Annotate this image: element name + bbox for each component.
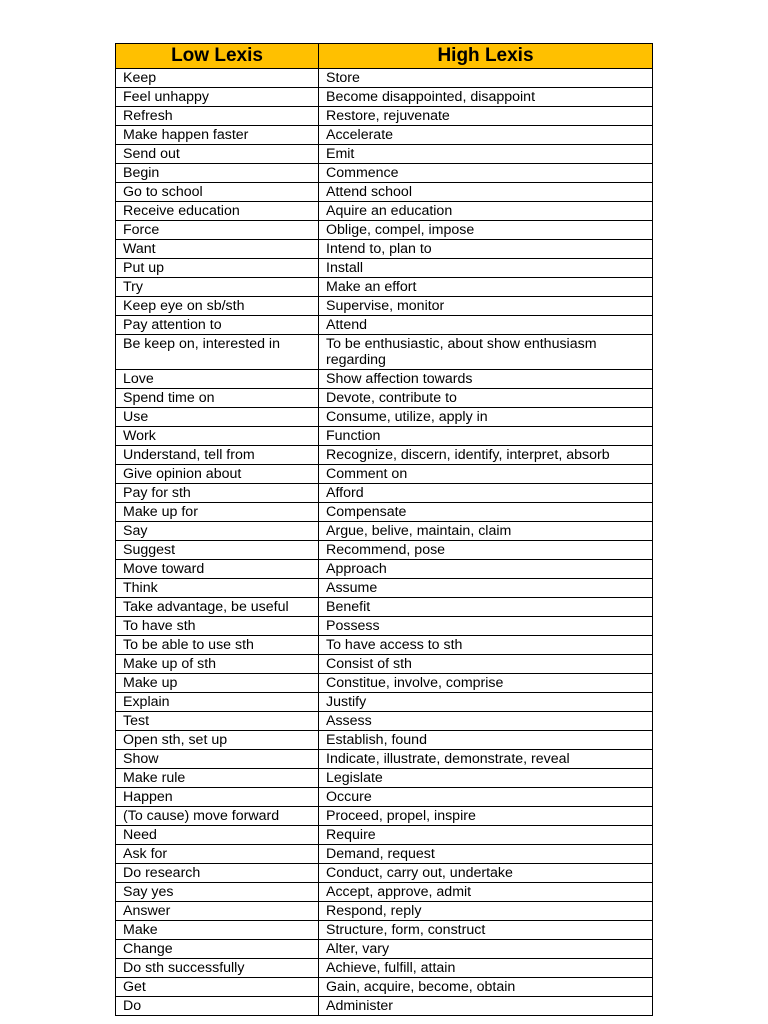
high-lexis-cell: Demand, request <box>319 845 653 864</box>
table-row <box>116 940 653 959</box>
table-row <box>116 674 653 693</box>
low-lexis-cell: Try <box>116 278 319 297</box>
low-lexis-cell: Go to school <box>116 183 319 202</box>
low-lexis-cell: Ask for <box>116 845 319 864</box>
low-lexis-cell: To be able to use sth <box>116 636 319 655</box>
table-row <box>116 541 653 560</box>
high-lexis-cell: Conduct, carry out, undertake <box>319 864 653 883</box>
table-row <box>116 826 653 845</box>
low-lexis-cell: Refresh <box>116 107 319 126</box>
header-low-lexis: Low Lexis <box>116 44 319 69</box>
table-row <box>116 864 653 883</box>
high-lexis-cell: Store <box>319 69 653 88</box>
low-lexis-cell: Spend time on <box>116 389 319 408</box>
high-lexis-cell: Accept, approve, admit <box>319 883 653 902</box>
high-lexis-cell: Assume <box>319 579 653 598</box>
low-lexis-cell: Show <box>116 750 319 769</box>
table-row <box>116 636 653 655</box>
table-row <box>116 221 653 240</box>
table-row <box>116 598 653 617</box>
low-lexis-cell: Use <box>116 408 319 427</box>
high-lexis-cell: Consume, utilize, apply in <box>319 408 653 427</box>
low-lexis-cell: Do <box>116 997 319 1016</box>
high-lexis-cell: Compensate <box>319 503 653 522</box>
table-row <box>116 446 653 465</box>
high-lexis-cell: Gain, acquire, become, obtain <box>319 978 653 997</box>
high-lexis-cell: Indicate, illustrate, demonstrate, reveal <box>319 750 653 769</box>
high-lexis-cell: Approach <box>319 560 653 579</box>
low-lexis-cell: Make up for <box>116 503 319 522</box>
header-row <box>116 44 653 69</box>
high-lexis-cell: Structure, form, construct <box>319 921 653 940</box>
table-row <box>116 484 653 503</box>
high-lexis-cell: Emit <box>319 145 653 164</box>
table-row <box>116 202 653 221</box>
high-lexis-cell: Make an effort <box>319 278 653 297</box>
low-lexis-cell: Move toward <box>116 560 319 579</box>
low-lexis-cell: Pay for sth <box>116 484 319 503</box>
low-lexis-cell: Keep eye on sb/sth <box>116 297 319 316</box>
low-lexis-cell: Begin <box>116 164 319 183</box>
high-lexis-cell: Show affection towards <box>319 370 653 389</box>
table-row <box>116 145 653 164</box>
table-row <box>116 655 653 674</box>
high-lexis-cell: Oblige, compel, impose <box>319 221 653 240</box>
high-lexis-cell: Attend school <box>319 183 653 202</box>
high-lexis-cell: Aquire an education <box>319 202 653 221</box>
table-row <box>116 316 653 335</box>
low-lexis-cell: Understand, tell from <box>116 446 319 465</box>
table-row <box>116 335 653 370</box>
table-row <box>116 997 653 1016</box>
high-lexis-cell: Recommend, pose <box>319 541 653 560</box>
low-lexis-cell: (To cause) move forward <box>116 807 319 826</box>
high-lexis-cell: Legislate <box>319 769 653 788</box>
table-row <box>116 788 653 807</box>
table-row <box>116 126 653 145</box>
table-row <box>116 807 653 826</box>
high-lexis-cell: Supervise, monitor <box>319 297 653 316</box>
low-lexis-cell: Say <box>116 522 319 541</box>
table-body <box>116 69 653 1016</box>
low-lexis-cell: Send out <box>116 145 319 164</box>
low-lexis-cell: To have sth <box>116 617 319 636</box>
header-high-lexis: High Lexis <box>319 44 653 69</box>
table-row <box>116 617 653 636</box>
table-row <box>116 259 653 278</box>
low-lexis-cell: Be keep on, interested in <box>116 335 319 370</box>
high-lexis-cell: Require <box>319 826 653 845</box>
high-lexis-cell: Afford <box>319 484 653 503</box>
table-row <box>116 560 653 579</box>
high-lexis-cell: To have access to sth <box>319 636 653 655</box>
table-header <box>116 44 653 69</box>
high-lexis-cell: Devote, contribute to <box>319 389 653 408</box>
table-row <box>116 164 653 183</box>
table-row <box>116 902 653 921</box>
low-lexis-cell: Make up of sth <box>116 655 319 674</box>
table-row <box>116 522 653 541</box>
low-lexis-cell: Do research <box>116 864 319 883</box>
high-lexis-cell: Occure <box>319 788 653 807</box>
high-lexis-cell: To be enthusiastic, about show enthusiasm regarding <box>319 335 653 370</box>
low-lexis-cell: Want <box>116 240 319 259</box>
low-lexis-cell: Test <box>116 712 319 731</box>
high-lexis-cell: Install <box>319 259 653 278</box>
table-row <box>116 183 653 202</box>
low-lexis-cell: Work <box>116 427 319 446</box>
low-lexis-cell: Change <box>116 940 319 959</box>
table-row <box>116 408 653 427</box>
table-row <box>116 769 653 788</box>
table-row <box>116 750 653 769</box>
table-row <box>116 88 653 107</box>
high-lexis-cell: Assess <box>319 712 653 731</box>
high-lexis-cell: Intend to, plan to <box>319 240 653 259</box>
low-lexis-cell: Keep <box>116 69 319 88</box>
table-row <box>116 693 653 712</box>
table-row <box>116 389 653 408</box>
table-row <box>116 959 653 978</box>
lexis-table <box>115 43 653 1016</box>
table-row <box>116 427 653 446</box>
table-row <box>116 465 653 484</box>
low-lexis-cell: Need <box>116 826 319 845</box>
table-row <box>116 579 653 598</box>
table-row <box>116 107 653 126</box>
low-lexis-cell: Love <box>116 370 319 389</box>
high-lexis-cell: Recognize, discern, identify, interpret, absorb <box>319 446 653 465</box>
high-lexis-cell: Argue, belive, maintain, claim <box>319 522 653 541</box>
low-lexis-cell: Say yes <box>116 883 319 902</box>
low-lexis-cell: Get <box>116 978 319 997</box>
low-lexis-cell: Suggest <box>116 541 319 560</box>
high-lexis-cell: Possess <box>319 617 653 636</box>
high-lexis-cell: Consist of sth <box>319 655 653 674</box>
table-row <box>116 883 653 902</box>
high-lexis-cell: Comment on <box>319 465 653 484</box>
high-lexis-cell: Accelerate <box>319 126 653 145</box>
high-lexis-cell: Justify <box>319 693 653 712</box>
low-lexis-cell: Do sth successfully <box>116 959 319 978</box>
low-lexis-cell: Make rule <box>116 769 319 788</box>
high-lexis-cell: Benefit <box>319 598 653 617</box>
table-row <box>116 978 653 997</box>
low-lexis-cell: Receive education <box>116 202 319 221</box>
low-lexis-cell: Put up <box>116 259 319 278</box>
low-lexis-cell: Think <box>116 579 319 598</box>
low-lexis-cell: Answer <box>116 902 319 921</box>
low-lexis-cell: Happen <box>116 788 319 807</box>
high-lexis-cell: Attend <box>319 316 653 335</box>
table-row <box>116 731 653 750</box>
low-lexis-cell: Open sth, set up <box>116 731 319 750</box>
low-lexis-cell: Force <box>116 221 319 240</box>
table-row <box>116 69 653 88</box>
high-lexis-cell: Establish, found <box>319 731 653 750</box>
high-lexis-cell: Function <box>319 427 653 446</box>
high-lexis-cell: Respond, reply <box>319 902 653 921</box>
low-lexis-cell: Make happen faster <box>116 126 319 145</box>
table-row <box>116 297 653 316</box>
high-lexis-cell: Alter, vary <box>319 940 653 959</box>
high-lexis-cell: Commence <box>319 164 653 183</box>
table-row <box>116 712 653 731</box>
high-lexis-cell: Administer <box>319 997 653 1016</box>
low-lexis-cell: Explain <box>116 693 319 712</box>
low-lexis-cell: Take advantage, be useful <box>116 598 319 617</box>
low-lexis-cell: Make up <box>116 674 319 693</box>
table-row <box>116 278 653 297</box>
low-lexis-cell: Feel unhappy <box>116 88 319 107</box>
table-row <box>116 503 653 522</box>
low-lexis-cell: Give opinion about <box>116 465 319 484</box>
high-lexis-cell: Become disappointed, disappoint <box>319 88 653 107</box>
low-lexis-cell: Make <box>116 921 319 940</box>
high-lexis-cell: Restore, rejuvenate <box>319 107 653 126</box>
high-lexis-cell: Constitue, involve, comprise <box>319 674 653 693</box>
table-row <box>116 845 653 864</box>
high-lexis-cell: Achieve, fulfill, attain <box>319 959 653 978</box>
table-row <box>116 370 653 389</box>
high-lexis-cell: Proceed, propel, inspire <box>319 807 653 826</box>
table-row <box>116 240 653 259</box>
low-lexis-cell: Pay attention to <box>116 316 319 335</box>
table-row <box>116 921 653 940</box>
